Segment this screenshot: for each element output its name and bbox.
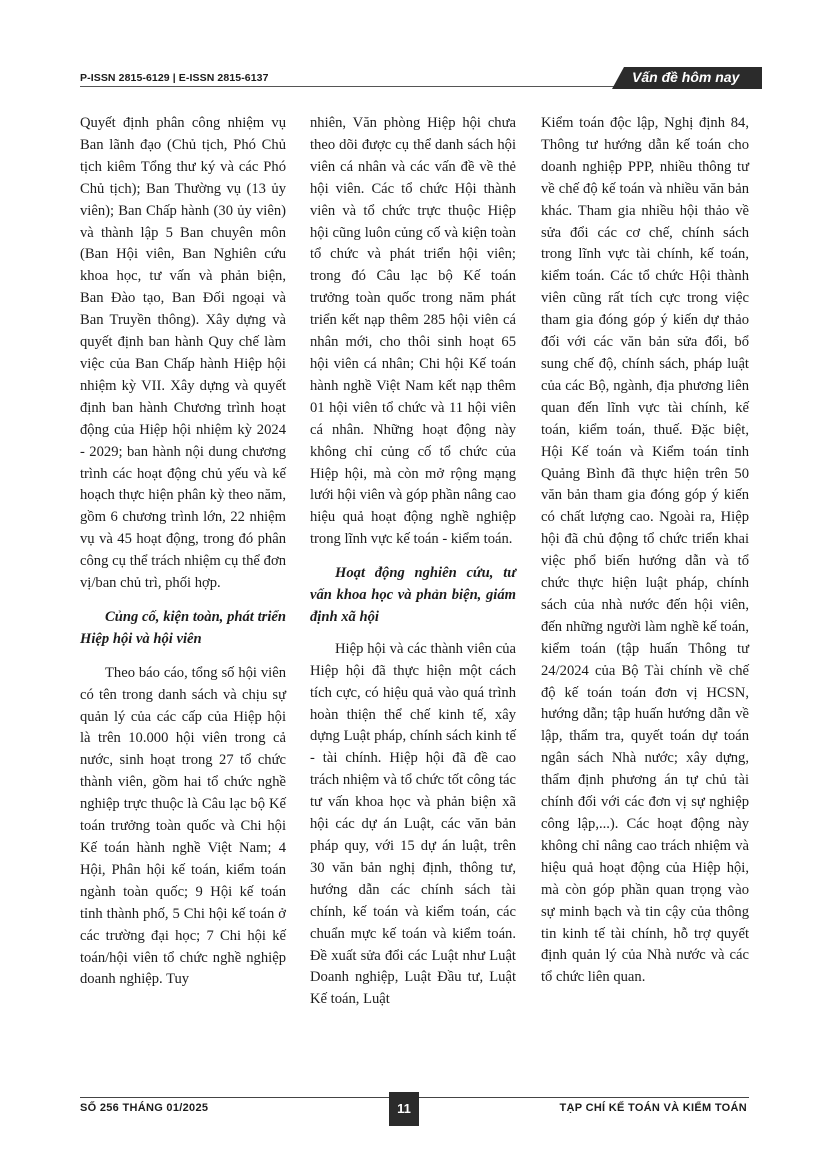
page-number: 11 [389, 1092, 419, 1126]
paragraph: nhiên, Văn phòng Hiệp hội chưa theo dõi được cụ thể danh sách hội viên cá nhân và các vấn đề về thẻ hội viên. Các tổ chức Hội thành viên và tổ chức trực thuộc Hiệp hội cũng luôn củng cố và kiện toàn tổ chức và phát triển hội viên; trong đó Câu lạc bộ Kế toán trưởng toàn quốc trong năm phát triển kết nạp thêm 285 hội viên cá nhân mới, cho thôi sinh hoạt 65 hội viên cá nhân; Chi hội Kế toán hành nghề Việt Nam kết nạp thêm 01 hội viên tổ chức và 11 hội viên cá nhân. Những hoạt động này không chỉ củng cố tổ chức của Hiệp hội, mà còn mở rộng mạng lưới hội viên và góp phần nâng cao hiệu quả hoạt động nghề nghiệp trong lĩnh vực kế toán - kiểm toán. [310, 115, 516, 548]
paragraph: Quyết định phân công nhiệm vụ Ban lãnh đạo (Chủ tịch, Phó Chủ tịch kiêm Tổng thư ký và các Phó Chủ tịch); Ban Thường vụ (13 ủy viên); Ban Chấp hành (30 ủy viên) và thành lập 5 Ban chuyên môn (Ban Hội viên, Ban Nghiên cứu khoa học, tư vấn và phản biện, Ban Đào tạo, Ban Đối ngoại và Ban Truyền thông). Xây dựng và quyết định ban hành Quy chế làm việc của Ban Chấp hành Hiệp hội nhiệm kỳ VII. Xây dựng và quyết định ban hành Chương trình hoạt động của Hiệp hội nhiệm kỳ 2024 - 2029; ban hành nội dung chương trình các hoạt động chủ yếu và kế hoạch thực hiện phân kỳ theo năm, gồm 6 chương trình lớn, 22 nhiệm vụ và 45 hoạt động, trong đó phân công cụ thể trách nhiệm cụ thể đơn vị/ban chủ trì, phối hợp. [80, 115, 286, 592]
paragraph: Theo báo cáo, tổng số hội viên có tên trong danh sách và chịu sự quản lý của các cấp của Hiệp hội là trên 10.000 hội viên trong cả nước, sinh hoạt trong 27 tổ chức thành viên, gồm hai tổ chức nghề nghiệp trực thuộc là Câu lạc bộ Kế toán trưởng toàn quốc và Chi hội Kế toán hành nghề Việt Nam; 4 Hội, Phân hội kế toán, kiểm toán ngành toàn quốc; 9 Hội kế toán tỉnh thành phố, 5 Chi hội kế toán ở các trường đại học; 7 Chi hội kế toán/hội viên tổ chức nghề nghiệp doanh nghiệp. Tuy [80, 664, 286, 988]
issue-label: SỐ 256 THÁNG 01/2025 [80, 1102, 209, 1114]
section-title: Vấn đề hôm nay [632, 69, 740, 85]
column-2 [310, 113, 516, 1011]
issn-label: P-ISSN 2815-6129 | E-ISSN 2815-6137 [80, 72, 269, 84]
section-heading: Hoạt động nghiên cứu, tư vấn khoa học và phản biện, giám định xã hội [310, 565, 516, 625]
section-heading: Củng cố, kiện toàn, phát triển Hiệp hội và hội viên [80, 608, 286, 647]
journal-name: TẠP CHÍ KẾ TOÁN VÀ KIỂM TOÁN [559, 1102, 747, 1114]
paragraph: Kiểm toán độc lập, Nghị định 84, Thông tư hướng dẫn kế toán cho doanh nghiệp PPP, nhiều thông tư về chế độ kế toán và nhiều văn bản khác. Tham gia nhiều hội thảo về sửa đổi các cơ chế, chính sách trong lĩnh vực tài chính, kế toán, kiểm toán. Các tổ chức Hội thành viên cũng rất tích cực trong việc tham gia đóng góp ý kiến dự thảo đối với các văn bản sửa đổi, bổ sung chế độ, chính sách, pháp luật của các Bộ, ngành, địa phương liên quan đến lĩnh vực tài chính, kế toán, kiểm toán, thuế. Đặc biệt, Hội Kế toán và Kiểm toán tỉnh Quảng Bình đã thực hiện trên 50 văn bản tham gia đóng góp ý kiến có chất lượng cao. Ngoài ra, Hiệp hội đã chủ động tổ chức triển khai việc phổ biến hướng dẫn và tổ chức thực hiện luật pháp, chính sách của nhà nước đến hội viên, đến những người làm nghề kế toán, kiểm toán (tập huấn Thông tư 24/2024 của Bộ Tài chính về chế độ kế toán toán đơn vị HCSN, hướng dẫn; tập huấn hướng dẫn về lập, thẩm tra, quyết toán dự toán ngân sách Nhà nước; xây dựng, thẩm định phương án tự chủ tài chính đối với các đơn vị sự nghiệp công lập,...). Các hoạt động này không chỉ nâng cao trách nhiệm và hiệu quả hoạt động của Hiệp hội, mà còn góp phần quan trọng vào sự minh bạch và tin cậy của thông tin kinh tế tài chính, hỗ trợ quyết định quản lý của Nhà nước và các tổ chức liên quan. [541, 115, 749, 986]
column-1 [80, 113, 286, 991]
page-header [0, 0, 819, 95]
column-3 [541, 113, 749, 989]
paragraph: Hiệp hội và các thành viên của Hiệp hội đã thực hiện một cách tích cực, có hiệu quả vào quá trình hoàn thiện thể chế kinh tế, xây dựng Luật pháp, chính sách kinh tế - tài chính. Hiệp hội đã đề cao trách nhiệm và tổ chức tốt công tác tư vấn khoa học và phản biện xã hội các dự án Luật, các văn bản pháp quy, với 15 dự án luật, trên 30 văn bản nghị định, thông tư, hướng dẫn các chính sách tài chính, kế toán và kiểm toán, các chuẩn mực kế toán và kiểm toán. Đề xuất sửa đổi các Luật như Luật Doanh nghiệp, Luật Đầu tư, Luật Kế toán, Luật [310, 640, 516, 1008]
